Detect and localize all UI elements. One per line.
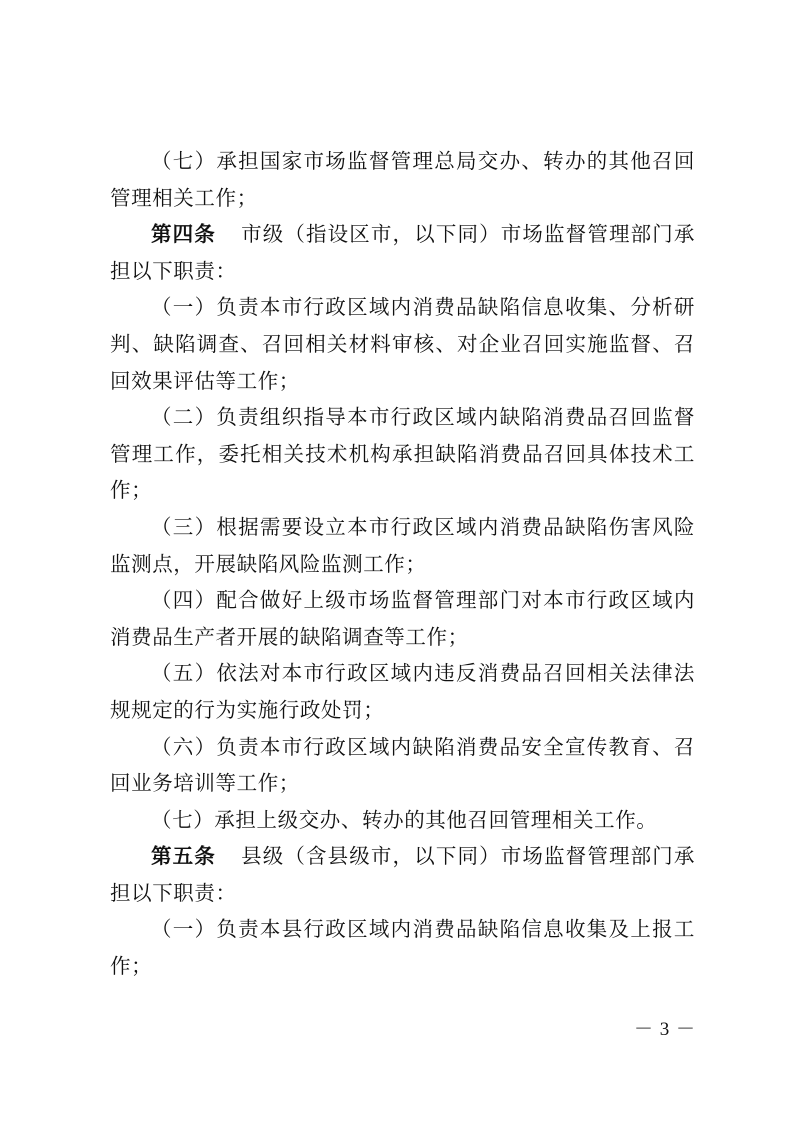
paragraph-text: （一）负责本市行政区域内消费品缺陷信息收集、分析研判、缺陷调查、召回相关材料审核、对企业召回实施监督、召回效果评估等工作；	[110, 295, 695, 393]
paragraph-text: （三）根据需要设立本市行政区域内消费品缺陷伤害风险监测点，开展缺陷风险监测工作；	[110, 514, 695, 576]
page-number: － 3 －	[634, 1019, 697, 1040]
paragraph-city-duty-7	[110, 802, 695, 839]
paragraph-county-duty-1	[110, 911, 695, 984]
article-5-paragraph	[110, 838, 695, 911]
paragraph-text: （一）负责本县行政区域内消费品缺陷信息收集及上报工作；	[110, 917, 695, 979]
paragraph-city-duty-1	[110, 289, 695, 399]
article-4-title: 第四条	[151, 222, 216, 247]
paragraph-duty-7-national	[110, 143, 695, 216]
paragraph-text: （七）承担上级交办、转办的其他召回管理相关工作。	[151, 807, 658, 832]
document-body	[110, 143, 695, 985]
paragraph-text: （六）负责本市行政区域内缺陷消费品安全宣传教育、召回业务培训等工作；	[110, 734, 695, 796]
paragraph-text: （七）承担国家市场监督管理总局交办、转办的其他召回管理相关工作；	[110, 149, 695, 210]
paragraph-text: （二）负责组织指导本市行政区域内缺陷消费品召回监督管理工作，委托相关技术机构承担缺陷消费品召回具体技术工作；	[110, 405, 695, 503]
paragraph-city-duty-5	[110, 655, 695, 728]
article-4-paragraph	[110, 216, 695, 289]
article-4-text: 市级（指设区市，以下同）市场监督管理部门承担以下职责：	[110, 222, 695, 283]
paragraph-city-duty-2	[110, 399, 695, 509]
paragraph-text: （四）配合做好上级市场监督管理部门对本市行政区域内消费品生产者开展的缺陷调查等工作；	[110, 588, 695, 649]
article-5-text: 县级（含县级市，以下同）市场监督管理部门承担以下职责：	[110, 844, 695, 905]
paragraph-text: （五）依法对本市行政区域内违反消费品召回相关法律法规规定的行为实施行政处罚；	[110, 661, 695, 722]
paragraph-city-duty-4	[110, 582, 695, 655]
paragraph-city-duty-6	[110, 729, 695, 802]
article-5-title: 第五条	[151, 844, 216, 869]
paragraph-city-duty-3	[110, 509, 695, 582]
